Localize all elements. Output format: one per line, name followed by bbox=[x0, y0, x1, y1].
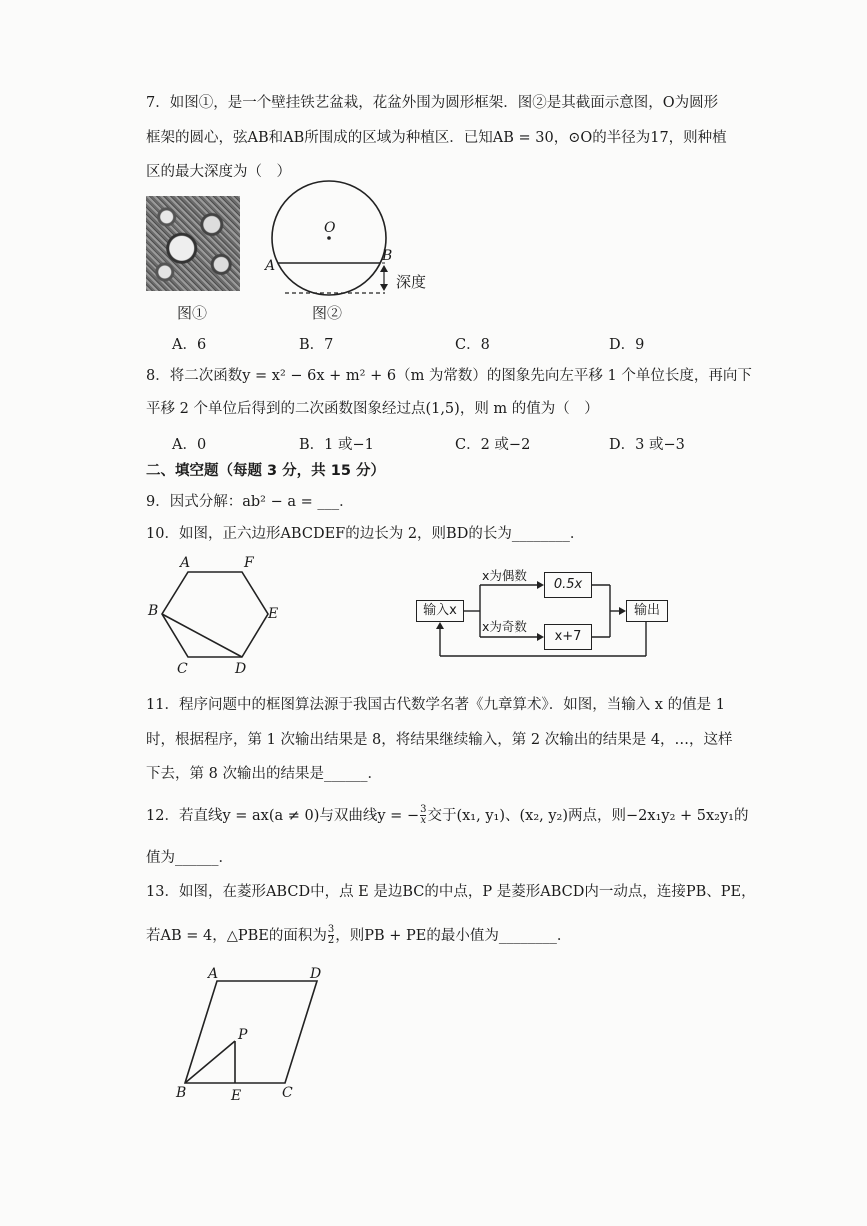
q13-frac-num: 3 bbox=[327, 924, 335, 935]
q12-line-1 bbox=[146, 805, 748, 826]
q9-text: 9．因式分解：ab² − a = ___． bbox=[146, 494, 354, 510]
section-heading: 二、填空题（每题 3 分，共 15 分） bbox=[146, 463, 385, 479]
q12-line-2: 值为______． bbox=[146, 850, 233, 866]
fig1-caption: 图① bbox=[177, 304, 208, 322]
q13-line-2 bbox=[146, 925, 571, 946]
q8-option-a: A．0 bbox=[172, 437, 207, 453]
flow-odd-label: x为奇数 bbox=[482, 619, 527, 634]
hex-label-c: C bbox=[177, 661, 188, 677]
flow-half-box: 0.5x bbox=[544, 572, 592, 598]
q13-frac-den: 2 bbox=[327, 935, 335, 946]
q8-option-b: B．1 或−1 bbox=[299, 437, 374, 453]
rhombus-label-b: B bbox=[176, 1085, 187, 1101]
q8-line-2: 平移 2 个单位后得到的二次函数图象经过点(1,5)，则 m 的值为（ ） bbox=[146, 401, 599, 417]
center-point bbox=[327, 236, 331, 240]
q13-fraction bbox=[328, 925, 334, 946]
flow-input-box: 输入x bbox=[416, 600, 464, 622]
hex-label-d: D bbox=[235, 661, 247, 677]
q7-option-c: C．8 bbox=[455, 337, 490, 353]
q7-option-b: B．7 bbox=[299, 337, 334, 353]
hex-label-b: B bbox=[148, 603, 159, 619]
q8-option-c: C．2 或−2 bbox=[455, 437, 531, 453]
rhombus-label-a: A bbox=[208, 966, 219, 982]
rhombus-label-e: E bbox=[231, 1088, 242, 1104]
q12-fraction bbox=[420, 805, 426, 826]
fig2-caption: 图② bbox=[312, 304, 343, 322]
segment-pb bbox=[185, 1041, 235, 1083]
q13-part-b: ，则PB + PE的最小值为________． bbox=[335, 927, 572, 944]
segment-bd bbox=[162, 614, 242, 657]
rhombus-label-d: D bbox=[310, 966, 322, 982]
q7-option-a: A．6 bbox=[172, 337, 207, 353]
q13-part-a: 若AB = 4，△PBE的面积为 bbox=[146, 927, 327, 944]
planter-photo bbox=[146, 196, 240, 291]
q12-frac-num: 3 bbox=[420, 804, 427, 815]
q8-option-d: D．3 或−3 bbox=[609, 437, 685, 453]
q12-part-b: 交于(x₁, y₁)、(x₂, y₂)两点，则−2x₁y₂ + 5x₂y₁的 bbox=[427, 807, 749, 824]
hexagon-outline bbox=[162, 572, 268, 657]
q12-frac-den: x bbox=[420, 815, 427, 826]
q11-line-3: 下去，第 8 次输出的结果是______． bbox=[146, 766, 382, 782]
label-b: B bbox=[382, 248, 393, 264]
rhombus-label-p: P bbox=[238, 1027, 248, 1043]
q7-line-1: 7．如图①，是一个壁挂铁艺盆栽，花盆外围为圆形框架．图②是其截面示意图，O为圆形 bbox=[146, 95, 719, 111]
q12-part-a: 12．若直线y = ax(a ≠ 0)与双曲线y = − bbox=[146, 807, 420, 824]
q11-line-2: 时，根据程序，第 1 次输出结果是 8，将结果继续输入，第 2 次输出的结果是 4，…，这样 bbox=[146, 732, 733, 748]
q11-line-1: 11．程序问题中的框图算法源于我国古代数学名著《九章算术》．如图，当输入 x 的值是 1 bbox=[146, 697, 725, 713]
q7-line-2: 框架的圆心，弦AB和AB所围成的区域为种植区．已知AB = 30，⊙O的半径为17，则种植 bbox=[146, 130, 727, 146]
rhombus-label-c: C bbox=[282, 1085, 293, 1101]
depth-label: 深度 bbox=[396, 273, 427, 291]
q7-line-3: 区的最大深度为（ ） bbox=[146, 164, 291, 180]
q8-line-1: 8．将二次函数y = x² − 6x + m² + 6（m 为常数）的图象先向左平移 1 个单位长度，再向下 bbox=[146, 368, 752, 384]
label-o: O bbox=[324, 220, 336, 236]
rhombus-diagram bbox=[175, 975, 335, 1090]
q13-line-1: 13．如图，在菱形ABCD中，点 E 是边BC的中点，P 是菱形ABCD内一动点，连接PB、PE， bbox=[146, 884, 756, 900]
q10-text: 10．如图，正六边形ABCDEF的边长为 2，则BD的长为________． bbox=[146, 526, 585, 542]
rhombus-outline bbox=[185, 981, 317, 1083]
flow-output-box: 输出 bbox=[626, 600, 668, 622]
hexagon-diagram bbox=[150, 560, 280, 672]
label-a: A bbox=[265, 258, 276, 274]
hex-label-a: A bbox=[180, 555, 191, 571]
flow-plus-box: x+7 bbox=[544, 624, 592, 650]
hex-label-f: F bbox=[244, 555, 254, 571]
q7-option-d: D．9 bbox=[609, 337, 645, 353]
flow-even-label: x为偶数 bbox=[482, 568, 527, 583]
hex-label-e: E bbox=[268, 606, 279, 622]
